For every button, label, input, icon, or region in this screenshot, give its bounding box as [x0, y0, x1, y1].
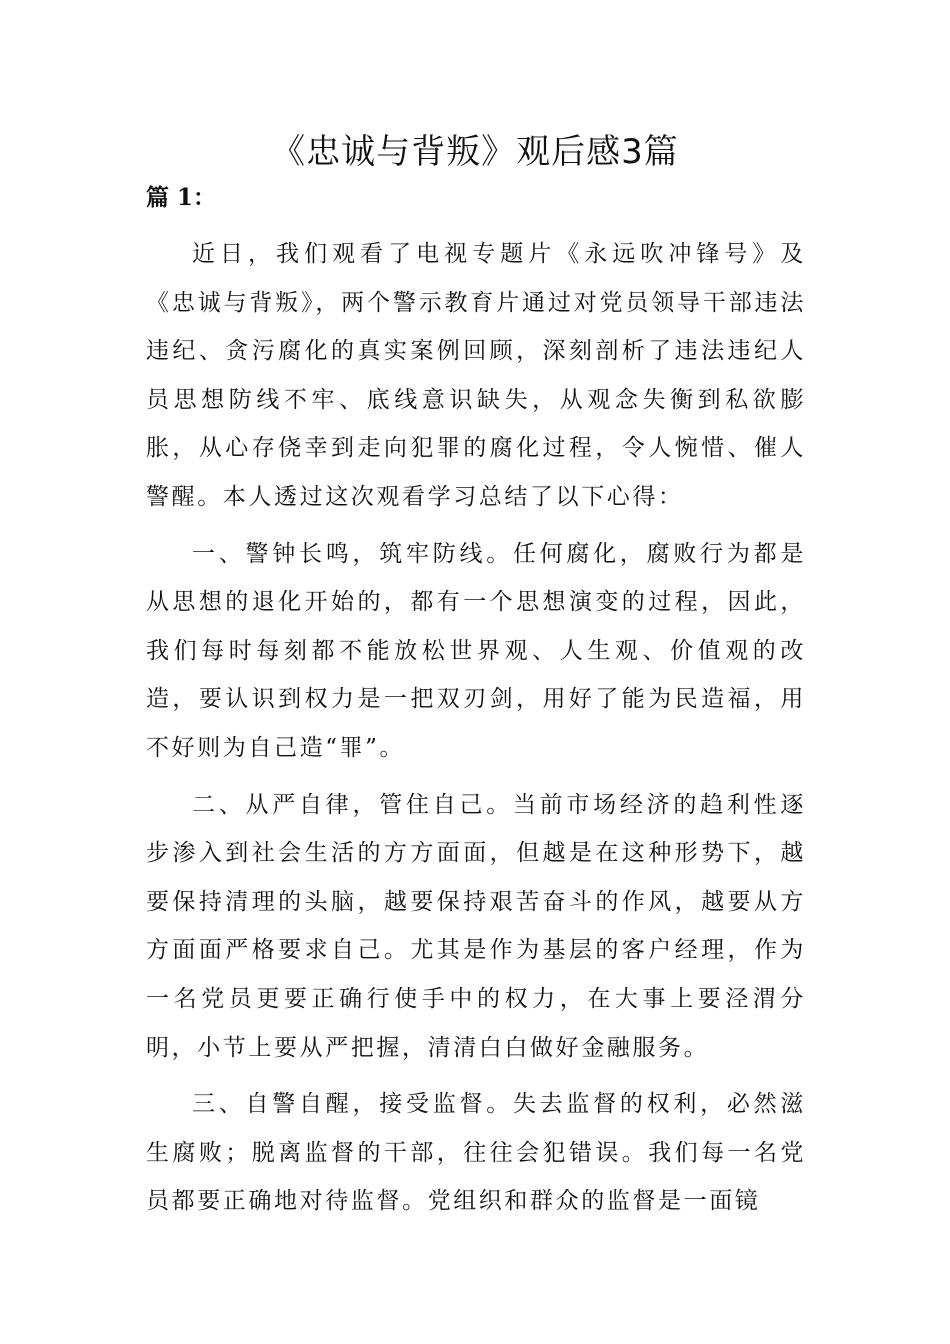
paragraph-point-one: 一、警钟长鸣，筑牢防线。任何腐化，腐败行为都是从思想的退化开始的，都有一个思想演变的过程，因此，我们每时每刻都不能放松世界观、人生观、价值观的改造，要认识到权力是一把双刃剑，用好了能为民造福，用不好则为自己造“罪”。: [146, 540, 806, 761]
document-body: [146, 230, 806, 1234]
paragraph-intro: 近日，我们观看了电视专题片《永远吹冲锋号》及《忠诚与背叛》，两个警示教育片通过对党员领导干部违法违纪、贪污腐化的真实案例回顾，深刻剖析了违法违纪人员思想防线不牢、底线意识缺失，从观念失衡到私欲膨胀，从心存侥幸到走向犯罪的腐化过程，令人惋惜、催人警醒。本人透过这次观看学习总结了以下心得：: [146, 241, 806, 510]
paragraph-point-three: 三、自警自醒，接受监督。失去监督的权利，必然滋生腐败；脱离监督的干部，往往会犯错误。我们每一名党员都要正确地对待监督。党组织和群众的监督是一面镜: [146, 1091, 806, 1215]
document-title: 《忠诚与背叛》观后感3篇: [271, 132, 679, 172]
paragraph-point-two: 二、从严自律，管住自己。当前市场经济的趋利性逐步渗入到社会生活的方方面面，但越是在这种形势下，越要保持清理的头脑，越要保持艰苦奋斗的作风，越要从方方面面严格要求自己。尤其是作为基层的客户经理，作为一名党员更要正确行使手中的权力，在大事上要泾渭分明，小节上要从严把握，清清白白做好金融服务。: [146, 791, 806, 1061]
section-label: 篇 1：: [146, 184, 217, 211]
